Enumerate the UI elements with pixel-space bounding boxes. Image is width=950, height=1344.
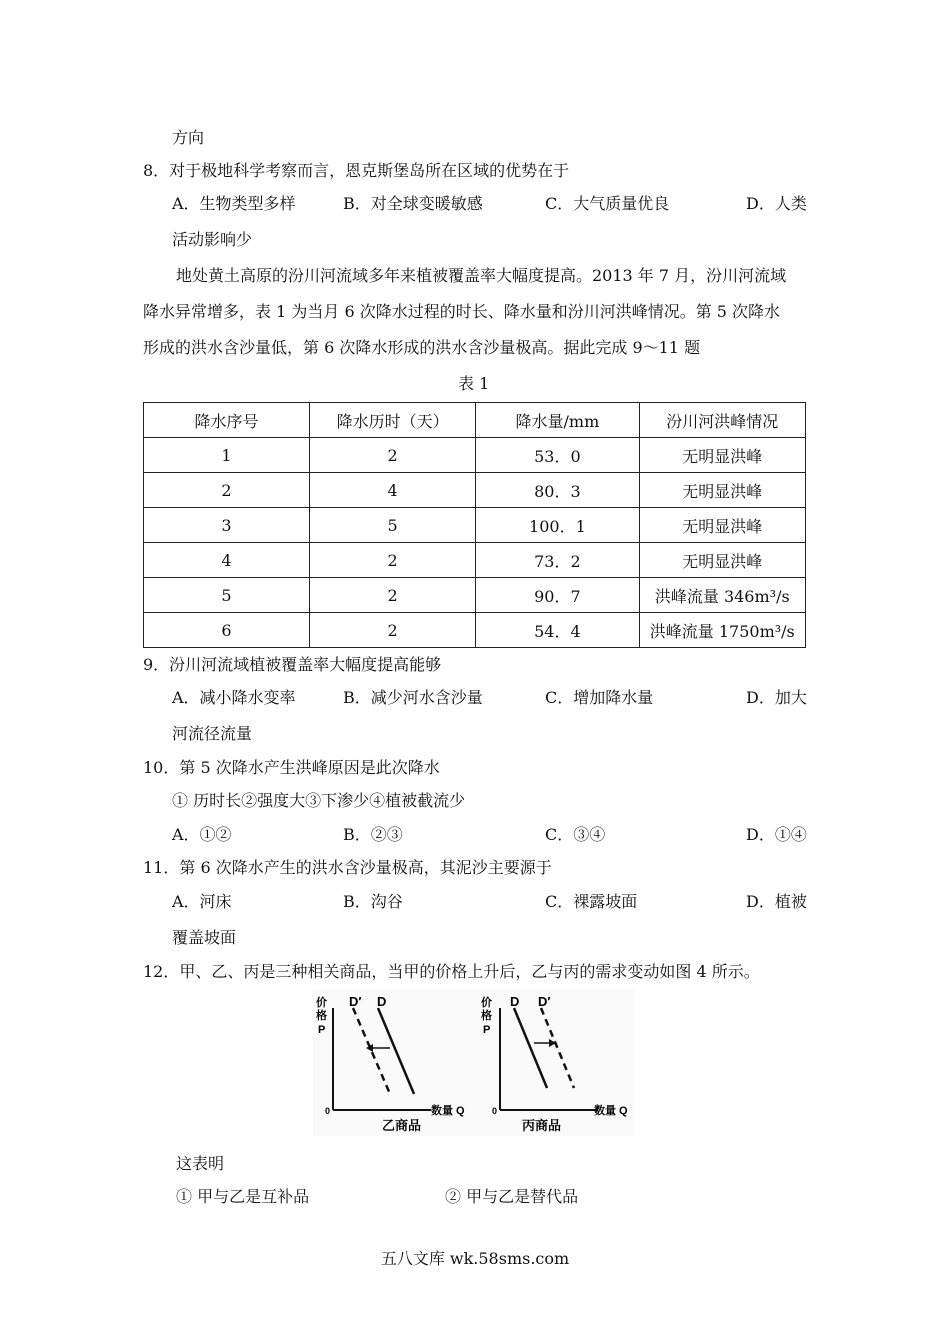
table-cell: 6 <box>144 613 310 648</box>
q12-choice-2: ② 甲与乙是替代品 <box>445 1187 579 1206</box>
table-cell: 洪峰流量 346m³/s <box>639 578 805 613</box>
curve-label-original: D <box>510 994 520 1009</box>
table-cell: 洪峰流量 1750m³/s <box>639 613 805 648</box>
curve-label-shifted: D′ <box>349 994 362 1009</box>
table-cell: 100．1 <box>476 508 639 543</box>
table-header: 降水历时（天） <box>310 403 476 438</box>
q10-option-c: C．③④ <box>545 825 606 844</box>
y-label-char: P <box>318 1024 326 1036</box>
q12-choice-1: ① 甲与乙是互补品 <box>176 1187 310 1206</box>
table-cell: 5 <box>310 508 476 543</box>
q7-tail: 方向 <box>172 128 205 147</box>
y-label-char: 格 <box>316 1010 327 1022</box>
table-row <box>144 543 806 578</box>
passage-line-3: 形成的洪水含沙量低，第 6 次降水形成的洪水含沙量极高。据此完成 9～11 题 <box>143 338 701 357</box>
q8-option-d: D．人类 <box>746 194 807 213</box>
q9-stem: 9．汾川河流域植被覆盖率大幅度提高能够 <box>143 655 442 674</box>
passage-line-2: 降水异常增多，表 1 为当月 6 次降水过程的时长、降水量和汾川河洪峰情况。第 5 次降水 <box>143 302 781 321</box>
table-row <box>144 438 806 473</box>
q9-option-b: B．减少河水含沙量 <box>343 688 483 707</box>
q8-option-a: A．生物类型多样 <box>172 194 296 213</box>
table-cell: 73．2 <box>476 543 639 578</box>
table-header: 降水量/mm <box>476 403 639 438</box>
q9-option-d-tail: 河流径流量 <box>172 724 253 743</box>
table-cell: 1 <box>144 438 310 473</box>
curve-label-shifted: D′ <box>538 994 551 1009</box>
table-cell: 无明显洪峰 <box>639 438 805 473</box>
q11-option-b: B．沟谷 <box>343 892 403 911</box>
table-cell: 2 <box>310 438 476 473</box>
q9-option-c: C．增加降水量 <box>545 688 654 707</box>
y-label-char: 价 <box>316 997 327 1009</box>
table-row <box>144 508 806 543</box>
q10-option-b: B．②③ <box>343 825 403 844</box>
passage-line-1: 地处黄土高原的汾川河流域多年来植被覆盖率大幅度提高。2013 年 7 月，汾川河流域 <box>176 266 787 285</box>
figure-4-demand-shift <box>313 990 635 1136</box>
q12-stem: 12．甲、乙、丙是三种相关商品，当甲的价格上升后，乙与丙的需求变动如图 4 所示。 <box>143 962 760 981</box>
table-header: 汾川河洪峰情况 <box>639 403 805 438</box>
x-axis-label: 数量 Q <box>594 1105 628 1117</box>
table-cell: 53．0 <box>476 438 639 473</box>
table-header: 降水序号 <box>144 403 310 438</box>
origin-label: 0 <box>492 1106 498 1116</box>
q11-option-d: D．植被 <box>746 892 807 911</box>
q10-option-a: A．①② <box>172 825 232 844</box>
table-cell: 2 <box>310 578 476 613</box>
table-row <box>144 578 806 613</box>
q9-option-d: D．加大 <box>746 688 807 707</box>
table-cell: 4 <box>144 543 310 578</box>
table-cell: 2 <box>310 613 476 648</box>
table-cell: 无明显洪峰 <box>639 543 805 578</box>
table-caption: 表 1 <box>458 374 490 393</box>
origin-label: 0 <box>325 1106 331 1116</box>
q9-option-a: A．减小降水变率 <box>172 688 296 707</box>
table-cell: 3 <box>144 508 310 543</box>
q8-option-d-tail: 活动影响少 <box>172 230 253 249</box>
table-cell: 5 <box>144 578 310 613</box>
y-label-char: P <box>483 1024 491 1036</box>
rainfall-table <box>143 402 806 648</box>
panel-caption: 乙商品 <box>382 1118 422 1133</box>
footer-watermark: 五八文库 wk.58sms.com <box>380 1249 570 1268</box>
table-row <box>144 613 806 648</box>
q10-stem: 10．第 5 次降水产生洪峰原因是此次降水 <box>143 758 440 777</box>
q12-conclusion: 这表明 <box>176 1154 225 1173</box>
table-cell: 54．4 <box>476 613 639 648</box>
y-label-char: 价 <box>481 997 492 1009</box>
table-cell: 80．3 <box>476 473 639 508</box>
table-cell: 无明显洪峰 <box>639 473 805 508</box>
q8-option-b: B．对全球变暖敏感 <box>343 194 483 213</box>
q11-option-c: C．裸露坡面 <box>545 892 638 911</box>
table-header-row <box>144 403 806 438</box>
curve-label-original: D <box>377 994 387 1009</box>
q8-stem: 8．对于极地科学考察而言，恩克斯堡岛所在区域的优势在于 <box>143 161 570 180</box>
q11-option-a: A．河床 <box>172 892 232 911</box>
table-cell: 2 <box>310 543 476 578</box>
q10-statements: ① 历时长②强度大③下渗少④植被截流少 <box>172 791 466 810</box>
x-axis-label: 数量 Q <box>431 1105 465 1117</box>
q11-stem: 11．第 6 次降水产生的洪水含沙量极高，其泥沙主要源于 <box>143 858 552 877</box>
table-row <box>144 473 806 508</box>
table-cell: 2 <box>144 473 310 508</box>
table-cell: 90．7 <box>476 578 639 613</box>
q8-option-c: C．大气质量优良 <box>545 194 670 213</box>
panel-caption: 丙商品 <box>522 1118 562 1133</box>
q10-option-d: D．①④ <box>746 825 807 844</box>
q11-option-d-tail: 覆盖坡面 <box>172 928 237 947</box>
table-cell: 4 <box>310 473 476 508</box>
y-label-char: 格 <box>481 1010 492 1022</box>
table-cell: 无明显洪峰 <box>639 508 805 543</box>
